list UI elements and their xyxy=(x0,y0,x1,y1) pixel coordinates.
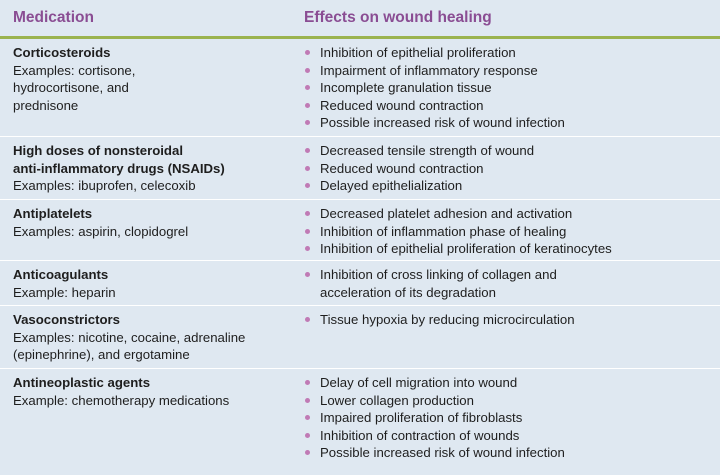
medication-examples: Example: heparin xyxy=(13,284,116,300)
effect-item: Inhibition of epithelial proliferation of keratinocytes xyxy=(304,240,714,258)
medication-name: Corticosteroids xyxy=(13,45,111,60)
table-row xyxy=(0,137,720,200)
medication-examples: Examples: nicotine, cocaine, adrenaline (epinephrine), and ergotamine xyxy=(13,329,246,362)
table-row xyxy=(0,306,720,369)
medication-cell xyxy=(13,44,288,114)
medication-name: Anticoagulants xyxy=(13,267,109,282)
effect-item: Delayed epithelialization xyxy=(304,177,714,195)
effect-item: Incomplete granulation tissue xyxy=(304,79,714,97)
medication-cell xyxy=(13,374,288,409)
effects-list xyxy=(304,374,714,462)
effect-item: Reduced wound contraction xyxy=(304,97,714,115)
medication-name: Antineoplastic agents xyxy=(13,375,151,390)
medication-name: Vasoconstrictors xyxy=(13,312,121,327)
medication-cell xyxy=(13,266,288,301)
table-header xyxy=(0,0,720,39)
effect-item: Inhibition of cross linking of collagen and acceleration of its degradation xyxy=(304,266,714,301)
effects-list xyxy=(304,266,714,301)
effect-item: Inhibition of epithelial proliferation xyxy=(304,44,714,62)
effects-list xyxy=(304,142,714,195)
effect-item: Possible increased risk of wound infection xyxy=(304,444,714,462)
effect-item: Inhibition of inflammation phase of healing xyxy=(304,223,714,241)
effect-item: Tissue hypoxia by reducing microcirculation xyxy=(304,311,714,329)
medication-cell xyxy=(13,142,288,195)
column-header-effects: Effects on wound healing xyxy=(304,9,492,26)
column-header-medication: Medication xyxy=(13,9,94,26)
medication-name: High doses of nonsteroidal anti-inflammatory drugs (NSAIDs) xyxy=(13,143,225,176)
effect-item: Impaired proliferation of fibroblasts xyxy=(304,409,714,427)
effect-item: Reduced wound contraction xyxy=(304,160,714,178)
table-row xyxy=(0,261,720,306)
effect-item: Delay of cell migration into wound xyxy=(304,374,714,392)
table-row xyxy=(0,39,720,137)
effect-item: Possible increased risk of wound infection xyxy=(304,114,714,132)
table-row xyxy=(0,369,720,473)
medication-cell xyxy=(13,205,288,240)
medication-examples: Examples: aspirin, clopidogrel xyxy=(13,223,189,239)
effect-item: Inhibition of contraction of wounds xyxy=(304,427,714,445)
effect-item: Impairment of inflammatory response xyxy=(304,62,714,80)
medication-name: Antiplatelets xyxy=(13,206,93,221)
medication-cell xyxy=(13,311,288,364)
medication-examples: Examples: ibuprofen, celecoxib xyxy=(13,178,196,193)
effects-list xyxy=(304,44,714,132)
effect-item: Decreased tensile strength of wound xyxy=(304,142,714,160)
medication-examples: Examples: cortisone, hydrocortisone, and prednisone xyxy=(13,62,136,113)
medication-examples: Example: chemotherapy medications xyxy=(13,392,230,408)
effects-list xyxy=(304,205,714,258)
effect-item: Lower collagen production xyxy=(304,392,714,410)
table-row xyxy=(0,200,720,261)
effect-item: Decreased platelet adhesion and activation xyxy=(304,205,714,223)
effects-list xyxy=(304,311,714,329)
